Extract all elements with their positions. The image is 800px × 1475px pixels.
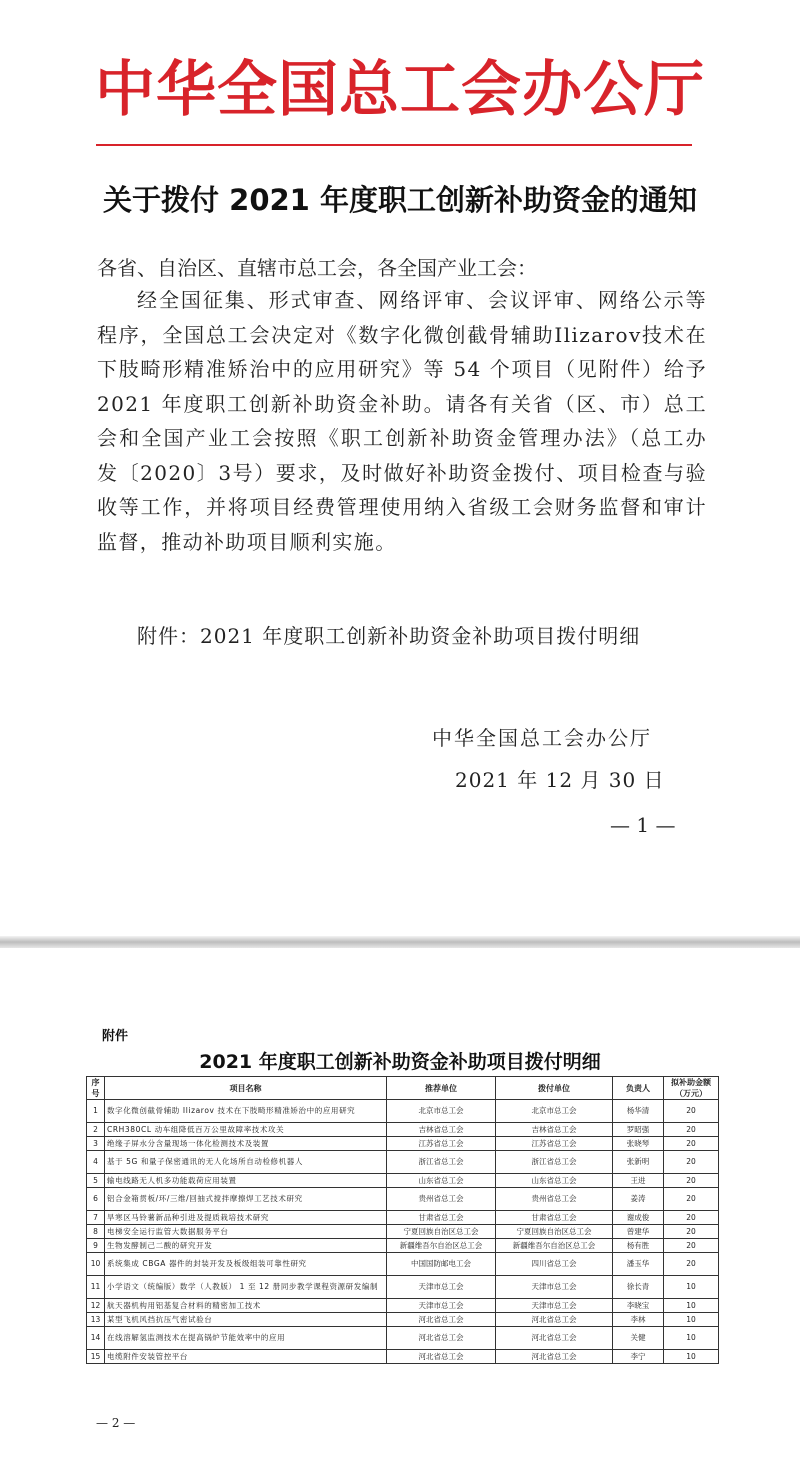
recommending-unit: 江苏省总工会: [387, 1137, 496, 1151]
recommending-unit: 河北省总工会: [387, 1350, 496, 1364]
grant-amount: 20: [664, 1188, 719, 1211]
paying-unit: 天津市总工会: [496, 1276, 613, 1299]
paying-unit: 河北省总工会: [496, 1313, 613, 1327]
column-header: 项目名称: [105, 1077, 387, 1100]
project-name: 绝缘子屏水分含量现场一体化检测技术及装置: [105, 1137, 387, 1151]
paying-unit: 北京市总工会: [496, 1100, 613, 1123]
grant-amount: 20: [664, 1253, 719, 1276]
recommending-unit: 中国国防邮电工会: [387, 1253, 496, 1276]
project-leader: 罗昭强: [613, 1123, 664, 1137]
row-number: 1: [87, 1100, 105, 1123]
grant-amount: 20: [664, 1239, 719, 1253]
recommending-unit: 天津市总工会: [387, 1276, 496, 1299]
paying-unit: 河北省总工会: [496, 1327, 613, 1350]
project-leader: 姜涛: [613, 1188, 664, 1211]
recommending-unit: 新疆维吾尔自治区总工会: [387, 1239, 496, 1253]
table-row: [87, 1137, 719, 1151]
project-name: 航天器机构用铝基复合材料的精密加工技术: [105, 1299, 387, 1313]
recommending-unit: 贵州省总工会: [387, 1188, 496, 1211]
project-leader: 潘玉华: [613, 1253, 664, 1276]
table-row: [87, 1313, 719, 1327]
column-header: 拟补助金额（万元）: [664, 1077, 719, 1100]
paying-unit: 河北省总工会: [496, 1350, 613, 1364]
grant-amount: 20: [664, 1137, 719, 1151]
project-name: 数字化微创截骨辅助 Ilizarov 技术在下肢畸形精准矫治中的应用研究: [105, 1100, 387, 1123]
row-number: 8: [87, 1225, 105, 1239]
paying-unit: 山东省总工会: [496, 1174, 613, 1188]
table-row: [87, 1211, 719, 1225]
grant-amount: 20: [664, 1123, 719, 1137]
project-name: 电缆附件安装管控平台: [105, 1350, 387, 1364]
table-row: [87, 1123, 719, 1137]
row-number: 10: [87, 1253, 105, 1276]
project-name: 在线溶解氢监测技术在提高锅炉节能效率中的应用: [105, 1327, 387, 1350]
notice-title: 关于拨付 2021 年度职工创新补助资金的通知: [103, 183, 697, 217]
grant-amount: 20: [664, 1211, 719, 1225]
table-row: [87, 1299, 719, 1313]
row-number: 11: [87, 1276, 105, 1299]
row-number: 3: [87, 1137, 105, 1151]
grant-amount: 10: [664, 1276, 719, 1299]
table-row: [87, 1188, 719, 1211]
project-leader: 李林: [613, 1313, 664, 1327]
table-row: [87, 1253, 719, 1276]
project-leader: 李宁: [613, 1350, 664, 1364]
attachment-reference: 附件：2021 年度职工创新补助资金补助项目拨付明细: [137, 624, 641, 648]
project-leader: 李晓宝: [613, 1299, 664, 1313]
recommending-unit: 甘肃省总工会: [387, 1211, 496, 1225]
attachment-page-2: [0, 948, 800, 1475]
page-number: — 1 —: [610, 813, 676, 837]
paying-unit: 甘肃省总工会: [496, 1211, 613, 1225]
signature-date: 2021 年 12 月 30 日: [455, 768, 665, 792]
column-header: 负责人: [613, 1077, 664, 1100]
row-number: 14: [87, 1327, 105, 1350]
project-name: 生物发酵制己二酸的研究开发: [105, 1239, 387, 1253]
grant-amount: 20: [664, 1100, 719, 1123]
project-name: 系统集成 CBGA 器件的封装开发及板级组装可靠性研究: [105, 1253, 387, 1276]
grant-amount: 10: [664, 1327, 719, 1350]
row-number: 9: [87, 1239, 105, 1253]
salutation: 各省、自治区、直辖市总工会，各全国产业工会：: [97, 256, 537, 280]
project-name: 铝合金箱贯板/环/三维/回抽式搅拌摩擦焊工艺技术研究: [105, 1188, 387, 1211]
project-leader: 徐长青: [613, 1276, 664, 1299]
project-name: 小学语文（统编版）数学（人教版） 1 至 12 册同步教学课程资源研发编制: [105, 1276, 387, 1299]
row-number: 5: [87, 1174, 105, 1188]
grant-amount: 20: [664, 1174, 719, 1188]
row-number: 6: [87, 1188, 105, 1211]
project-leader: 杨华清: [613, 1100, 664, 1123]
table-row: [87, 1276, 719, 1299]
paying-unit: 浙江省总工会: [496, 1151, 613, 1174]
project-leader: 张晓琴: [613, 1137, 664, 1151]
letterhead-red-rule: [96, 144, 692, 146]
recommending-unit: 天津市总工会: [387, 1299, 496, 1313]
grant-amount: 20: [664, 1151, 719, 1174]
recommending-unit: 浙江省总工会: [387, 1151, 496, 1174]
paying-unit: 新疆维吾尔自治区总工会: [496, 1239, 613, 1253]
recommending-unit: 北京市总工会: [387, 1100, 496, 1123]
row-number: 15: [87, 1350, 105, 1364]
recommending-unit: 河北省总工会: [387, 1327, 496, 1350]
grant-amount: 20: [664, 1225, 719, 1239]
project-leader: 曾建华: [613, 1225, 664, 1239]
recommending-unit: 山东省总工会: [387, 1174, 496, 1188]
project-leader: 张新明: [613, 1151, 664, 1174]
column-header: 推荐单位: [387, 1077, 496, 1100]
table-row: [87, 1225, 719, 1239]
attachment-label: 附件: [102, 1029, 129, 1044]
row-number: 13: [87, 1313, 105, 1327]
project-name: CRH380CL 动车组降低百万公里故障率技术攻关: [105, 1123, 387, 1137]
project-name: 电梯安全运行监管大数据服务平台: [105, 1225, 387, 1239]
project-name: 基于 5G 和量子保密通讯的无人化场所自动检修机器人: [105, 1151, 387, 1174]
table-header-row: [87, 1077, 719, 1100]
recommending-unit: 吉林省总工会: [387, 1123, 496, 1137]
table-row: [87, 1350, 719, 1364]
row-number: 12: [87, 1299, 105, 1313]
project-leader: 王进: [613, 1174, 664, 1188]
recommending-unit: 河北省总工会: [387, 1313, 496, 1327]
letterhead-title: 中华全国总工会办公厅: [95, 55, 705, 125]
page-separator: [0, 936, 800, 948]
grant-table: [86, 1076, 719, 1364]
paying-unit: 天津市总工会: [496, 1299, 613, 1313]
project-name: 旱寒区马铃薯新品种引进及提质栽培技术研究: [105, 1211, 387, 1225]
table-row: [87, 1100, 719, 1123]
paying-unit: 宁夏回族自治区总工会: [496, 1225, 613, 1239]
table-row: [87, 1239, 719, 1253]
project-leader: 杨有胜: [613, 1239, 664, 1253]
row-number: 2: [87, 1123, 105, 1137]
page-number: — 2 —: [96, 1416, 136, 1430]
row-number: 4: [87, 1151, 105, 1174]
table-title: 2021 年度职工创新补助资金补助项目拨付明细: [199, 1051, 601, 1073]
signature-organization: 中华全国总工会办公厅: [432, 726, 652, 750]
table-row: [87, 1327, 719, 1350]
project-leader: 关健: [613, 1327, 664, 1350]
paying-unit: 贵州省总工会: [496, 1188, 613, 1211]
column-header: 序号: [87, 1077, 105, 1100]
column-header: 拨付单位: [496, 1077, 613, 1100]
grant-amount: 10: [664, 1299, 719, 1313]
row-number: 7: [87, 1211, 105, 1225]
project-name: 某型飞机风挡抗压气密试验台: [105, 1313, 387, 1327]
recommending-unit: 宁夏回族自治区总工会: [387, 1225, 496, 1239]
notice-body: 经全国征集、形式审查、网络评审、会议评审、网络公示等程序，全国总工会决定对《数字化微创截骨辅助Ilizarov技术在下肢畸形精准矫治中的应用研究》等 54 个项目（见附件）给予 2021 年度职工创新补助资金补助。请各有关省（区、市）总工会和全国产业工会按照《职工创新补助资金管理办法》（总工办发〔2020〕3号）要求，及时做好补助资金拨付、项目检查与验收等工作，并将项目经费管理使用纳入省级工会财务监督和审计监督，推动补助项目顺利实施。: [97, 288, 707, 554]
table-row: [87, 1151, 719, 1174]
paying-unit: 江苏省总工会: [496, 1137, 613, 1151]
grant-amount: 10: [664, 1313, 719, 1327]
paying-unit: 四川省总工会: [496, 1253, 613, 1276]
project-name: 输电线路无人机多功能载荷应用装置: [105, 1174, 387, 1188]
paying-unit: 吉林省总工会: [496, 1123, 613, 1137]
table-row: [87, 1174, 719, 1188]
grant-amount: 10: [664, 1350, 719, 1364]
project-leader: 谢成俊: [613, 1211, 664, 1225]
